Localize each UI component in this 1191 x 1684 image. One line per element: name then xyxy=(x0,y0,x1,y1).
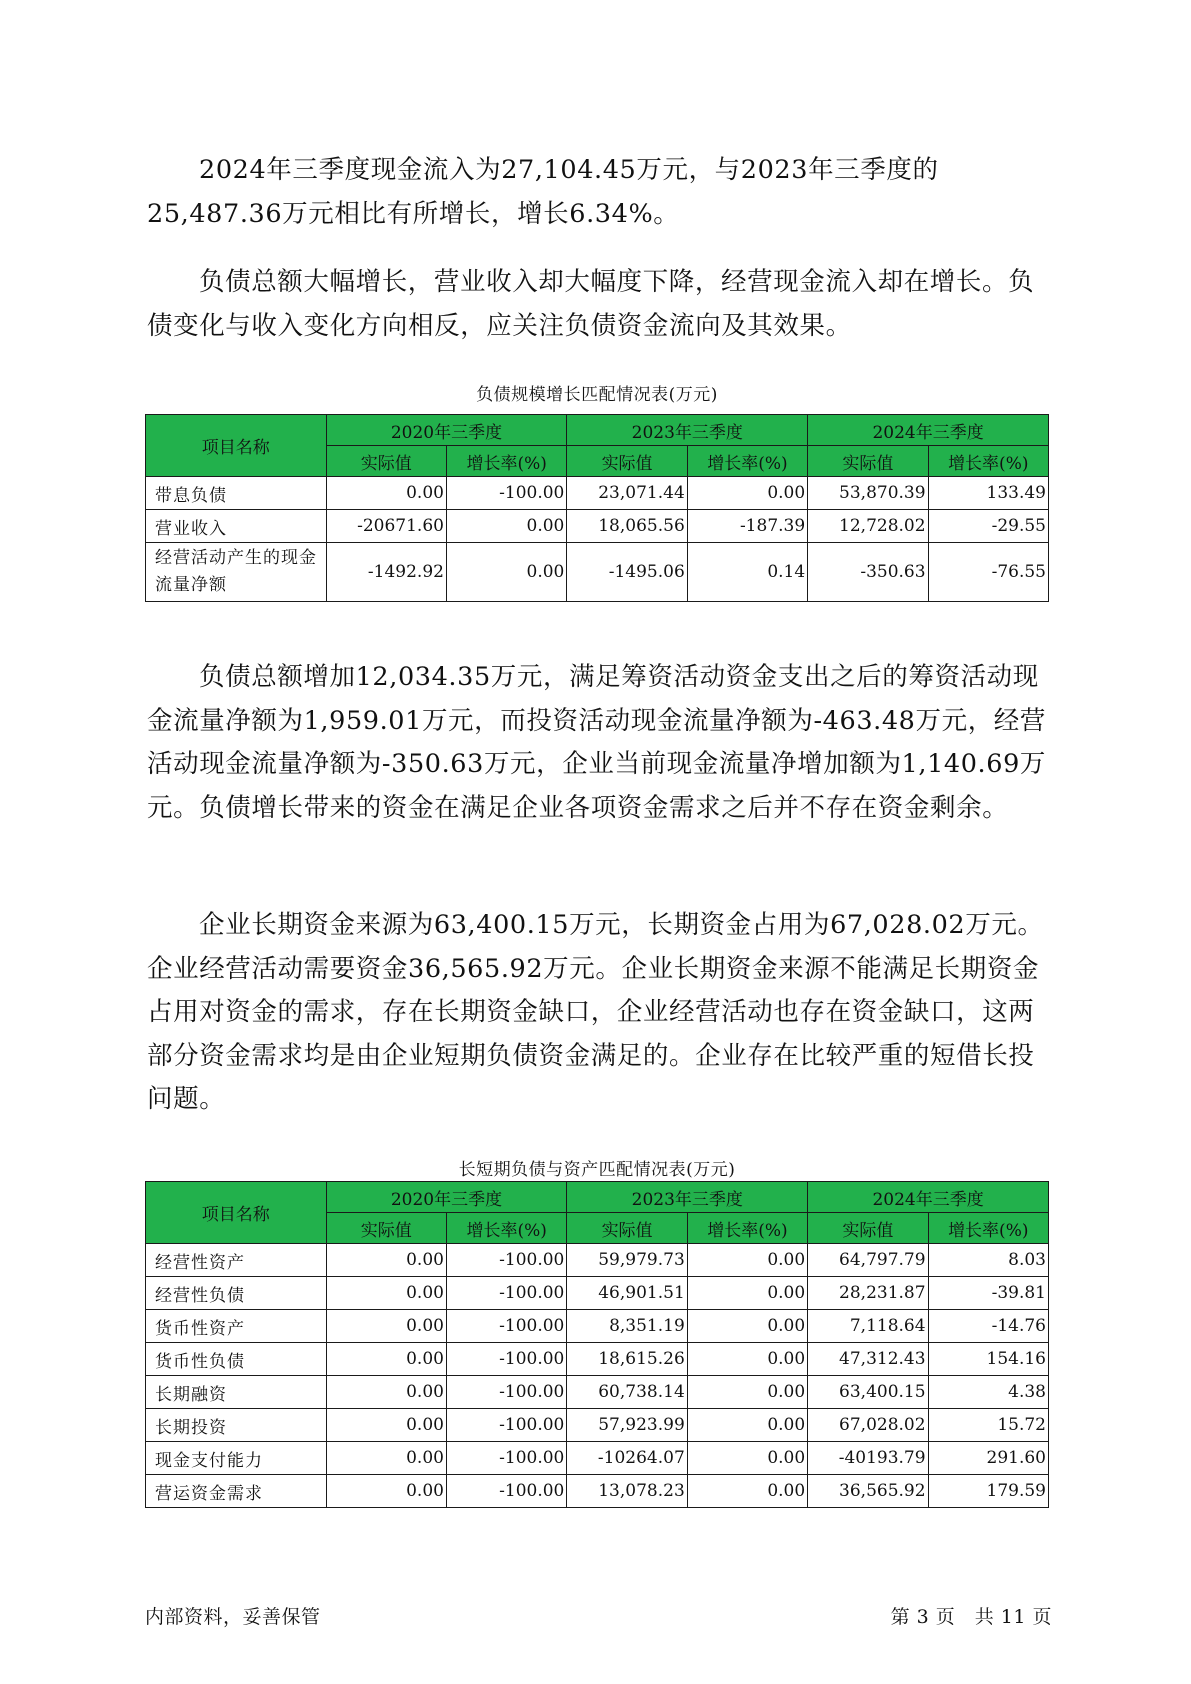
header-period-2024: 2024年三季度 xyxy=(808,1182,1049,1213)
header-actual: 实际值 xyxy=(567,1213,687,1244)
paragraph-debt-increase: 负债总额增加12,034.35万元，满足筹资活动资金支出之后的筹资活动现金流量净额为1,959.01万元，而投资活动现金流量净额为-463.48万元，经营活动现金流量净额为-350.63万元，企业当前现金流量净增加额为1,140.69万元。负债增长带来的资金在满足企业各项资金需求之后并不存在资金剩余。 xyxy=(147,662,1046,823)
cell: 28,231.87 xyxy=(808,1277,928,1310)
cell: 13,078.23 xyxy=(567,1475,687,1508)
cell: -100.00 xyxy=(446,1310,566,1343)
cell: 18,065.56 xyxy=(567,510,687,543)
cell: 8.03 xyxy=(928,1244,1048,1277)
header-period-2023: 2023年三季度 xyxy=(567,415,808,446)
header-actual: 实际值 xyxy=(808,446,928,477)
row-label: 营业收入 xyxy=(146,510,327,543)
table-row xyxy=(146,1244,1049,1277)
cell: -100.00 xyxy=(446,477,566,510)
paragraph-cash-inflow: 2024年三季度现金流入为27,104.45万元，与2023年三季度的25,487.36万元相比有所增长，增长6.34%。 xyxy=(147,155,939,229)
cell: 0.00 xyxy=(326,1442,446,1475)
table1-caption: 负债规模增长匹配情况表(万元) xyxy=(476,385,718,405)
debt-growth-table xyxy=(145,414,1049,602)
cell: 23,071.44 xyxy=(567,477,687,510)
table-row xyxy=(146,477,1049,510)
header-growth: 增长率(%) xyxy=(446,446,566,477)
cell: 67,028.02 xyxy=(808,1409,928,1442)
table-row xyxy=(146,1442,1049,1475)
cell: -100.00 xyxy=(446,1343,566,1376)
cell: 0.00 xyxy=(446,543,566,602)
cell: -187.39 xyxy=(687,510,807,543)
row-label: 现金支付能力 xyxy=(146,1442,327,1475)
header-item-name: 项目名称 xyxy=(146,415,327,477)
cell: 0.00 xyxy=(687,1310,807,1343)
header-period-2023: 2023年三季度 xyxy=(567,1182,808,1213)
header-growth: 增长率(%) xyxy=(446,1213,566,1244)
cell: 64,797.79 xyxy=(808,1244,928,1277)
cell: 36,565.92 xyxy=(808,1475,928,1508)
cell: 12,728.02 xyxy=(808,510,928,543)
footer-page-number: 第 3 页 共 11 页 xyxy=(890,1606,1052,1628)
header-growth: 增长率(%) xyxy=(928,446,1048,477)
cell: 154.16 xyxy=(928,1343,1048,1376)
header-period-2024: 2024年三季度 xyxy=(808,415,1049,446)
cell: -20671.60 xyxy=(326,510,446,543)
cell: 0.00 xyxy=(326,1475,446,1508)
cell: 53,870.39 xyxy=(808,477,928,510)
cell: 0.00 xyxy=(687,1409,807,1442)
footer-confidential-note: 内部资料，妥善保管 xyxy=(145,1606,321,1628)
cell: -1492.92 xyxy=(326,543,446,602)
cell: -29.55 xyxy=(928,510,1048,543)
row-label: 长期投资 xyxy=(146,1409,327,1442)
cell: -10264.07 xyxy=(567,1442,687,1475)
cell: 0.00 xyxy=(687,1343,807,1376)
cell: -100.00 xyxy=(446,1409,566,1442)
cell: 0.00 xyxy=(326,1343,446,1376)
cell: 0.00 xyxy=(326,1310,446,1343)
cell: 0.14 xyxy=(687,543,807,602)
table-row xyxy=(146,1409,1049,1442)
paragraph-debt-revenue: 负债总额大幅增长，营业收入却大幅度下降，经营现金流入却在增长。负债变化与收入变化方向相反，应关注负债资金流向及其效果。 xyxy=(147,267,1035,341)
cell: -76.55 xyxy=(928,543,1048,602)
cell: 0.00 xyxy=(326,477,446,510)
paragraph-long-term-funds: 企业长期资金来源为63,400.15万元，长期资金占用为67,028.02万元。企业经营活动需要资金36,565.92万元。企业长期资金来源不能满足长期资金占用对资金的需求，存在长期资金缺口，企业经营活动也存在资金缺口，这两部分资金需求均是由企业短期负债资金满足的。企业存在比较严重的短借长投问题。 xyxy=(147,910,1044,1114)
row-label: 长期融资 xyxy=(146,1376,327,1409)
cell: 57,923.99 xyxy=(567,1409,687,1442)
table-row xyxy=(146,1277,1049,1310)
row-label: 营运资金需求 xyxy=(146,1475,327,1508)
cell: 0.00 xyxy=(687,1376,807,1409)
liability-asset-match-table xyxy=(145,1181,1049,1508)
cell: -100.00 xyxy=(446,1244,566,1277)
cell: 0.00 xyxy=(326,1409,446,1442)
table-row xyxy=(146,510,1049,543)
row-label: 经营活动产生的现金流量净额 xyxy=(146,543,327,602)
cell: 0.00 xyxy=(446,510,566,543)
cell: 63,400.15 xyxy=(808,1376,928,1409)
cell: 0.00 xyxy=(687,1244,807,1277)
cell: 0.00 xyxy=(687,1277,807,1310)
cell: 18,615.26 xyxy=(567,1343,687,1376)
cell: 0.00 xyxy=(687,1475,807,1508)
cell: 15.72 xyxy=(928,1409,1048,1442)
cell: 0.00 xyxy=(687,1442,807,1475)
cell: 59,979.73 xyxy=(567,1244,687,1277)
header-growth: 增长率(%) xyxy=(687,446,807,477)
cell: 7,118.64 xyxy=(808,1310,928,1343)
row-label: 货币性资产 xyxy=(146,1310,327,1343)
table-row xyxy=(146,1343,1049,1376)
row-label: 经营性资产 xyxy=(146,1244,327,1277)
cell: 291.60 xyxy=(928,1442,1048,1475)
header-actual: 实际值 xyxy=(326,446,446,477)
cell: 0.00 xyxy=(326,1376,446,1409)
cell: -100.00 xyxy=(446,1277,566,1310)
table-row xyxy=(146,1310,1049,1343)
cell: -100.00 xyxy=(446,1475,566,1508)
cell: 47,312.43 xyxy=(808,1343,928,1376)
cell: -40193.79 xyxy=(808,1442,928,1475)
cell: 8,351.19 xyxy=(567,1310,687,1343)
cell: 4.38 xyxy=(928,1376,1048,1409)
cell: -350.63 xyxy=(808,543,928,602)
cell: 60,738.14 xyxy=(567,1376,687,1409)
cell: 0.00 xyxy=(326,1244,446,1277)
cell: 46,901.51 xyxy=(567,1277,687,1310)
cell: 0.00 xyxy=(687,477,807,510)
header-growth: 增长率(%) xyxy=(928,1213,1048,1244)
table2-caption: 长短期负债与资产匹配情况表(万元) xyxy=(458,1160,736,1180)
cell: -39.81 xyxy=(928,1277,1048,1310)
table-row xyxy=(146,543,1049,602)
header-growth: 增长率(%) xyxy=(687,1213,807,1244)
table-row xyxy=(146,1475,1049,1508)
header-actual: 实际值 xyxy=(567,446,687,477)
table-row xyxy=(146,1376,1049,1409)
header-period-2020: 2020年三季度 xyxy=(326,415,567,446)
row-label: 货币性负债 xyxy=(146,1343,327,1376)
table2-body xyxy=(146,1244,1049,1508)
cell: -14.76 xyxy=(928,1310,1048,1343)
cell: -100.00 xyxy=(446,1442,566,1475)
cell: -1495.06 xyxy=(567,543,687,602)
cell: 0.00 xyxy=(326,1277,446,1310)
cell: -100.00 xyxy=(446,1376,566,1409)
header-actual: 实际值 xyxy=(326,1213,446,1244)
row-label: 带息负债 xyxy=(146,477,327,510)
row-label: 经营性负债 xyxy=(146,1277,327,1310)
header-actual: 实际值 xyxy=(808,1213,928,1244)
header-period-2020: 2020年三季度 xyxy=(326,1182,567,1213)
cell: 133.49 xyxy=(928,477,1048,510)
cell: 179.59 xyxy=(928,1475,1048,1508)
header-item-name: 项目名称 xyxy=(146,1182,327,1244)
